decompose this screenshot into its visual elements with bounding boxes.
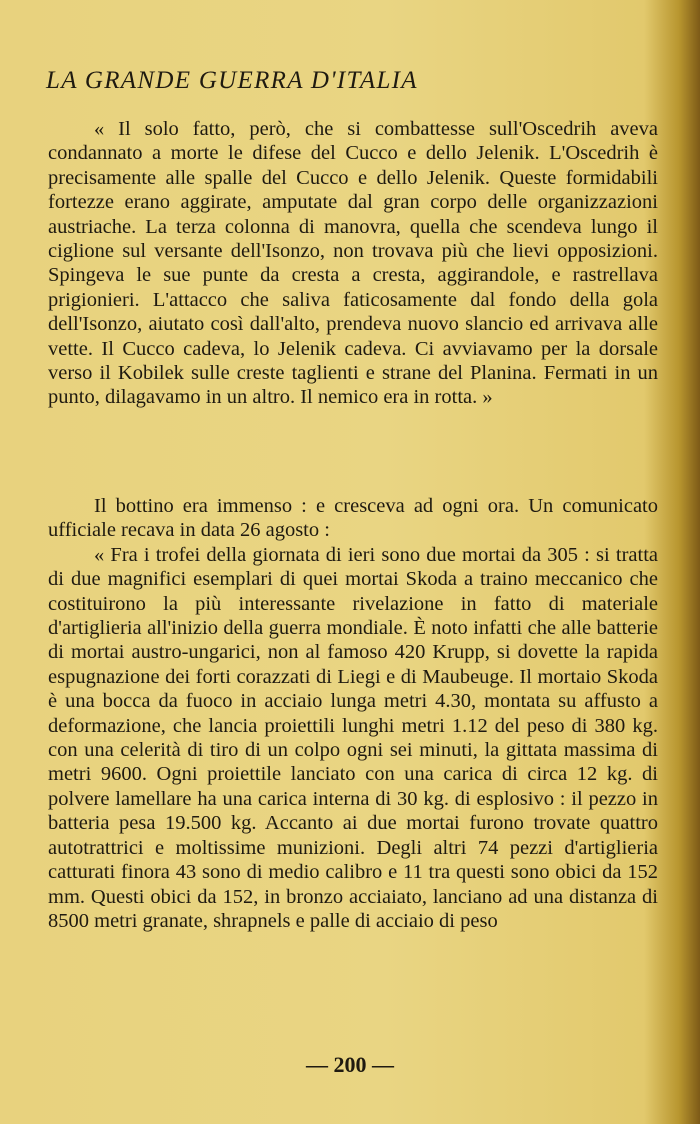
text-block-main: [48, 494, 658, 933]
paragraph: « Fra i trofei della giornata di ieri sono due mortai da 305 : si tratta di due magnifici esemplari di quei mortai Skoda a traino meccanico che costituirono la più interessante rivelazione in fatto di materiale d'artiglieria all'inizio della guerra mondiale. È noto infatti che alle batterie di mortai austro-ungarici, non al famoso 420 Krupp, si dovette la rapida espugnazione dei forti corazzati di Liegi e di Maubeuge. Il mortaio Skoda è una bocca da fuoco in acciaio lunga metri 4.30, montata su affusto a deformazione, che lancia proiettili lunghi metri 1.12 del peso di 380 kg. con una celerità di tiro di un colpo ogni sei minuti, la gittata massima di metri 9600. Ogni proiettile lanciato con una carica di circa 12 kg. di polvere lamellare ha una carica interna di 30 kg. di esplosivo : il pezzo in batteria pesa 19.500 kg. Accanto ai due mortai furono trovate quattro autotrattrici e moltissime munizioni. Degli altri 74 pezzi d'artiglieria catturati finora 43 sono di medio calibro e 11 tra questi sono obici da 152 mm. Questi obici da 152, in bronzo acciaiato, lanciano ad una distanza di 8500 metri granate, shrapnels e palle di acciaio di peso: [48, 543, 658, 932]
paragraph: « Il solo fatto, però, che si combattesse sull'Oscedrih aveva condannato a morte le difese del Cucco e dello Jelenik. L'Oscedrih è precisamente alle spalle del Cucco e dello Jelenik. Queste formidabili fortezze erano aggirate, amputate dal gran corpo delle organizzazioni austriache. La terza colonna di manovra, quella che scendeva lungo il ciglione sul versante dell'Isonzo, non trovava più che lievi opposizioni. Spingeva le sue punte da cresta a cresta, aggirandole, e rastrellava prigionieri. L'attacco che saliva faticosamente dal fondo della gola dell'Isonzo, aiutato così dall'alto, prendeva nuovo slancio ed arrivava alle vette. Il Cucco cadeva, lo Jelenik cadeva. Ci avviavamo per la dorsale verso il Kobilek sulle creste taglienti e strane del Planina. Fermati in un punto, dilagavamo in un altro. Il nemico era in rotta. »: [48, 118, 658, 409]
page-number: — 200 —: [306, 1052, 394, 1077]
paragraph: Il bottino era immenso : e cresceva ad ogni ora. Un comunicato ufficiale recava in data 26 agosto :: [48, 495, 658, 542]
running-head: LA GRANDE GUERRA D'ITALIA: [46, 67, 418, 94]
text-block-quotation: [48, 117, 658, 410]
